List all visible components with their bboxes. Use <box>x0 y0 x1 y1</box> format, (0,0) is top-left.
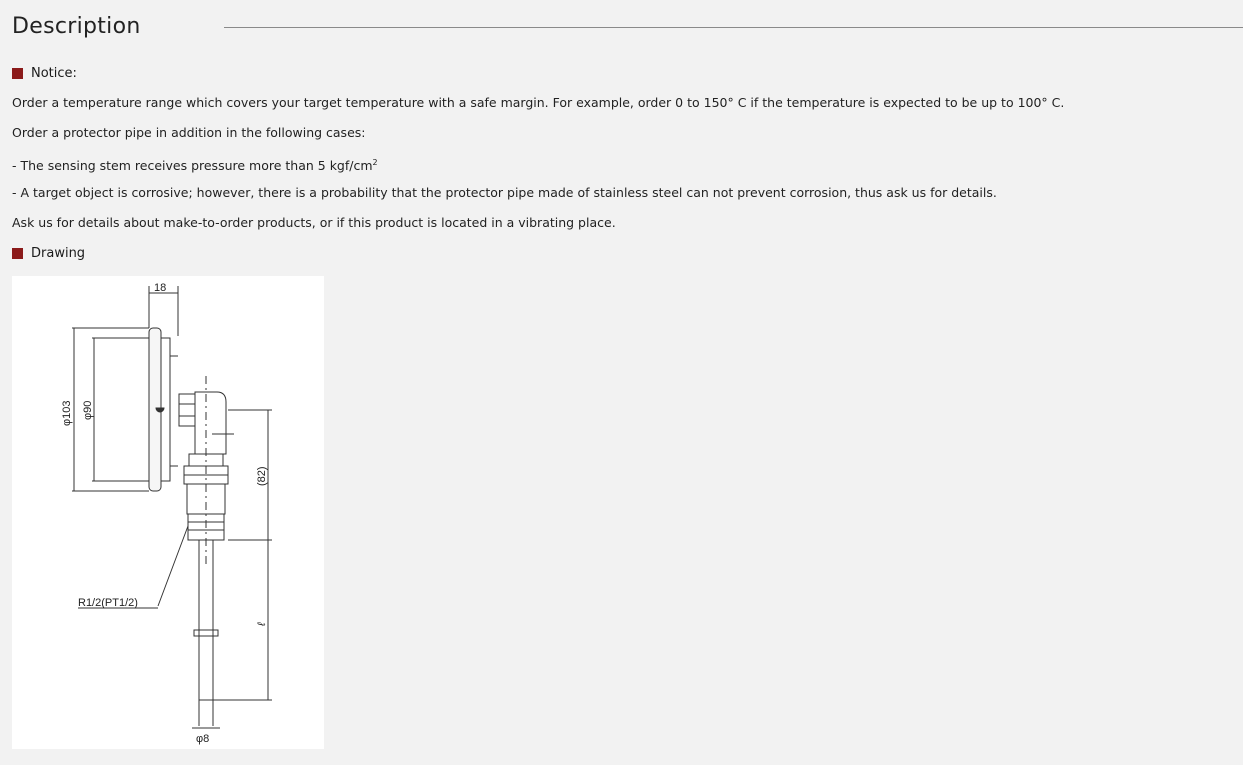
notice-paragraph-3-text: - The sensing stem receives pressure more than 5 kgf/cm <box>12 158 373 174</box>
dim-l-label: ℓ <box>256 622 268 626</box>
description-title: Description <box>12 14 141 39</box>
dim-18-label: 18 <box>154 282 167 294</box>
dim-8-label: φ8 <box>196 733 210 745</box>
thread-leader <box>158 526 188 606</box>
bullet-square-icon <box>12 248 23 259</box>
bullet-square-icon <box>12 68 23 79</box>
thread-label: R1/2(PT1/2) <box>78 597 138 609</box>
dim-103-label: φ103 <box>61 400 73 426</box>
notice-heading-label: Notice: <box>31 65 77 81</box>
superscript-2: 2 <box>372 158 378 167</box>
stem-collar <box>194 630 218 636</box>
header-divider <box>224 27 1243 28</box>
description-header <box>12 12 1243 44</box>
drawing-heading-label: Drawing <box>31 245 86 261</box>
thermometer-drawing-svg <box>12 276 324 749</box>
dim-90-label: φ90 <box>82 400 94 420</box>
notice-paragraph-4: - A target object is corrosive; however, there is a probability that the protector pipe made of stainless steel can not prevent corrosion, thus ask us for details. <box>12 185 997 200</box>
notice-paragraph-5: Ask us for details about make-to-order products, or if this product is located in a vibrating place. <box>12 215 616 230</box>
dim-82-label: (82) <box>256 466 268 486</box>
technical-drawing <box>12 276 324 749</box>
notice-paragraph-2: Order a protector pipe in addition in the following cases: <box>12 125 366 140</box>
elbow-housing <box>195 392 226 454</box>
dial-pointer <box>156 408 164 412</box>
notice-paragraph-3 <box>12 154 378 175</box>
notice-paragraph-1: Order a temperature range which covers your target temperature with a safe margin. For example, order 0 to 150° C if the temperature is expected to be up to 100° C. <box>12 95 1065 110</box>
hex-nut-upper <box>179 394 195 426</box>
drawing-heading <box>12 244 85 262</box>
notice-heading <box>12 64 77 82</box>
